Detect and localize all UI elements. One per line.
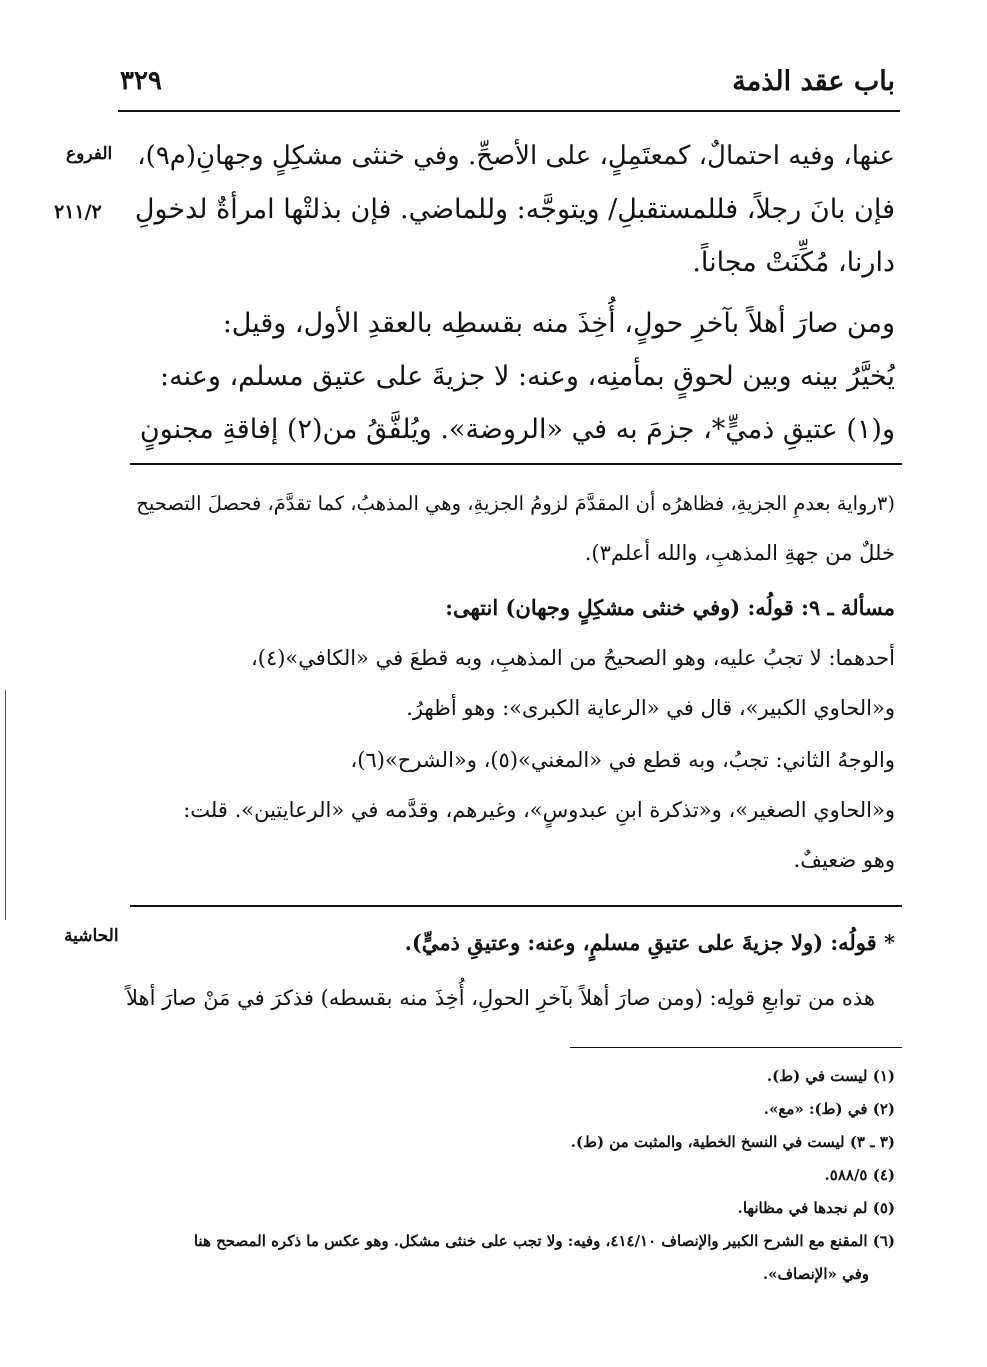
footnote: (٦) المقنع مع الشرح الكبير والإنصاف ٤١٤/١٠، وفيه: ولا تجب على خنثى مشكل. وهو عكس ما ذكره المصحح هنا — [193, 1232, 895, 1250]
main-text-line: و(١) عتيقِ ذميٍّ*، جزمَ به في «الروضة». ويُلفَّقُ من(٢) إفاقةِ مجنونٍ — [139, 414, 895, 445]
scan-edge-line — [5, 690, 6, 920]
footnote-continuation: وفي «الإنصاف». — [762, 1265, 869, 1283]
tashih-text-line: خللٌ من جهةِ المذهبِ، والله أعلم٣). — [584, 541, 895, 565]
section-divider-tashih — [130, 463, 902, 465]
tashih-text-line: (٣رواية بعدمِ الجزيةِ، فظاهرُه أن المقدَّمَ لزومُ الجزيةِ، وهي المذهبُ، كما تقدَّمَ، فحصلَ التصحيح — [136, 492, 895, 515]
hashiya-heading: * قولُه: (ولا جزيةَ على عتيقِ مسلمٍ، وعنه: وعتيقِ ذميٍّ). — [404, 930, 895, 955]
footnote-rule — [570, 1047, 902, 1048]
tashih-text-line: و«الحاوي الكبير»، قال في «الرعاية الكبرى»: وهو أظهرُ. — [406, 696, 895, 720]
tashih-text-line: والوجهُ الثاني: تجبُ، وبه قطع في «المغني»(٥)، و«الشرح»(٦)، — [350, 748, 895, 772]
main-text-line: يُخيَّرُ بينه وبين لحوقٍ بمأمنِه، وعنه: لا جزيةَ على عتيق مسلم، وعنه: — [160, 361, 895, 392]
main-text-line: ومن صارَ أهلاً بآخرِ حولٍ، أُخِذَ منه بقسطِه بالعقدِ الأول، وقيل: — [222, 308, 895, 339]
footnote: (١) ليست في (ط). — [766, 1067, 895, 1085]
tashih-text-line: و«الحاوي الصغير»، و«تذكرة ابنِ عبدوسٍ»، وغيرهم، وقدَّمه في «الرعايتين». قلت: — [183, 798, 895, 822]
tashih-text-line: وهو ضعيفٌ. — [793, 848, 895, 872]
header-rule — [118, 110, 900, 112]
main-text-line: دارنا، مُكِّنَتْ مجاناً. — [692, 247, 895, 278]
main-text-line: عنها، وفيه احتمالٌ، كمعتَمِلٍ، على الأصحِّ. وفي خنثى مشكِلٍ وجهانِ(م٩)، — [137, 141, 895, 171]
footnote: (٣ ـ ٣) ليست في النسخ الخطية، والمثبت من (ط). — [570, 1133, 895, 1151]
footnote: (٥) لم نجدها في مظانها. — [737, 1199, 895, 1217]
tashih-masala-heading: مسألة ـ ٩: قولُه: (وفي خنثى مشكِلٍ وجهان) انتهى: — [445, 595, 895, 620]
tashih-text-line: أحدهما: لا تجبُ عليه، وهو الصحيحُ من المذهبِ، وبه قطعَ في «الكافي»(٤)، — [250, 646, 895, 670]
page-number: ٣٢٩ — [120, 66, 162, 96]
furu-page-ref: ٢١١/٢ — [54, 201, 102, 223]
furu-label: الفروع — [66, 144, 113, 164]
main-text-line: فإن بانَ رجلاً، فللمستقبلِ/ ويتوجَّه: وللماضي. فإن بذلتْها امرأةٌ لدخولِ — [134, 194, 895, 225]
chapter-title: باب عقد الذمة — [732, 66, 895, 97]
hashiya-text-line: هذه من توابعِ قولِه: (ومن صارَ أهلاً بآخرِ الحولِ، أُخِذَ منه بقسطه) فذكرَ في مَنْ صارَ أهلاً — [126, 986, 875, 1010]
footnote: (٢) في (ط): «مع». — [763, 1100, 895, 1118]
hashiya-label: الحاشية — [64, 926, 119, 946]
section-divider-hashiya — [130, 905, 902, 907]
footnote: (٤) ٥٨٨/٥. — [824, 1166, 895, 1184]
